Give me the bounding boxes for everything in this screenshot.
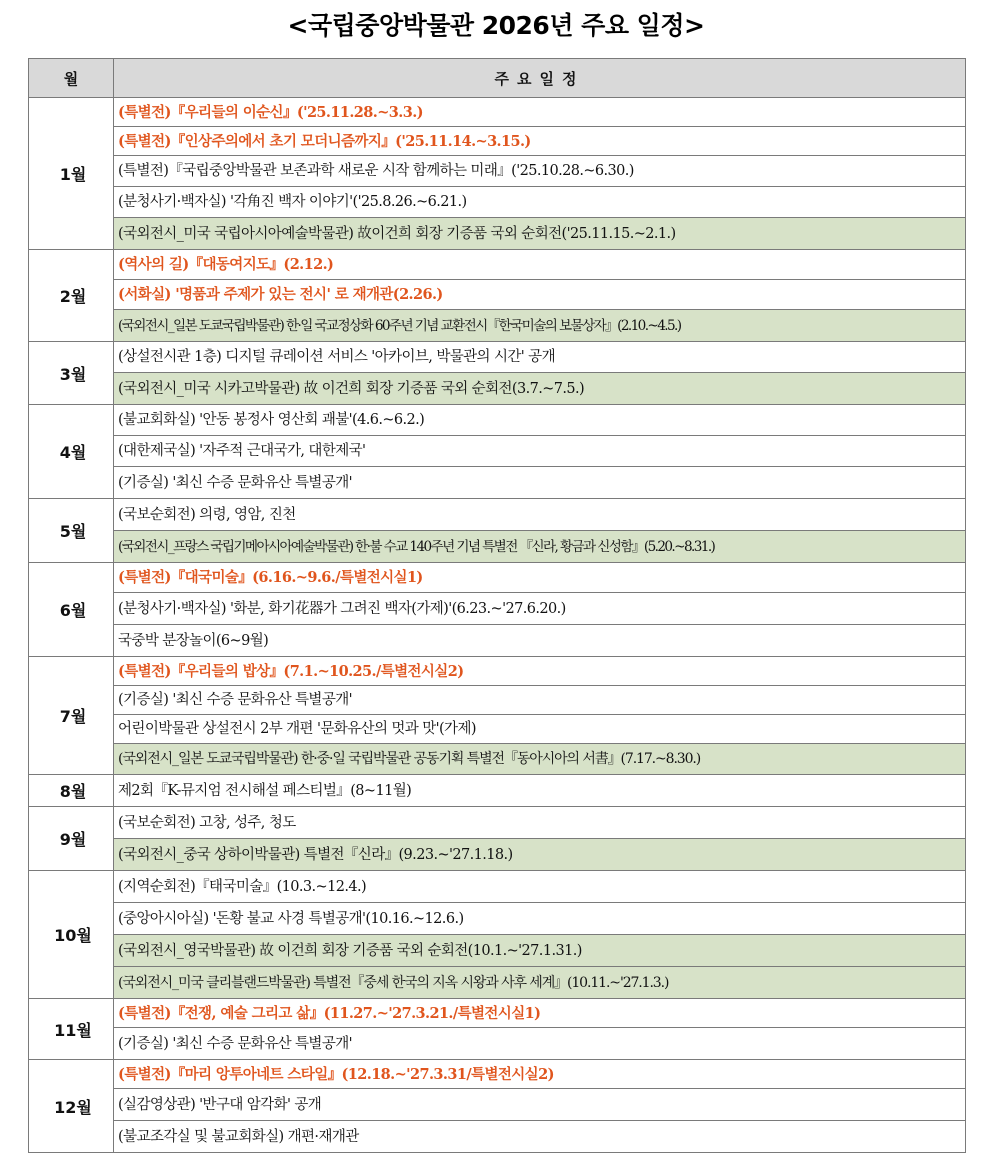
month-cell: 12월 (29, 1060, 114, 1153)
schedule-item: 어린이박물관 상설전시 2부 개편 '문화유산의 멋과 맛'(가제) (114, 715, 966, 744)
schedule-item: (특별전)『국립중앙박물관 보존과학 새로운 시작 함께하는 미래』('25.10.28.~6.30.) (114, 156, 966, 187)
table-row (29, 127, 966, 156)
schedule-item-highlight: (특별전)『우리들의 밥상』(7.1.~10.25./특별전시실2) (114, 657, 966, 686)
month-cell: 10월 (29, 871, 114, 999)
month-cell: 1월 (29, 98, 114, 250)
table-row (29, 871, 966, 903)
schedule-item-overseas: (국외전시_미국 시카고박물관) 故 이건희 회장 기증품 국외 순회전(3.7.~7.5.) (114, 373, 966, 405)
header-schedule: 주요일정 (114, 59, 966, 98)
schedule-item: (실감영상관) '반구대 암각화' 공개 (114, 1089, 966, 1121)
schedule-item-overseas: (국외전시_일본 도쿄국립박물관) 한·중·일 국립박물관 공동기획 특별전『동아시아의 서書』(7.17.~8.30.) (114, 744, 966, 775)
schedule-item: (불교회화실) '안동 봉정사 영산회 괘불'(4.6.~6.2.) (114, 405, 966, 436)
table-row (29, 218, 966, 250)
schedule-item-highlight: (서화실) '명품과 주제가 있는 전시' 로 재개관(2.26.) (114, 280, 966, 310)
table-row (29, 531, 966, 563)
schedule-item: (기증실) '최신 수증 문화유산 특별공개' (114, 1028, 966, 1060)
table-row (29, 1060, 966, 1089)
table-row (29, 250, 966, 280)
table-row (29, 999, 966, 1028)
table-row (29, 467, 966, 499)
table-row (29, 807, 966, 839)
schedule-item: (대한제국실) '자주적 근대국가, 대한제국' (114, 436, 966, 467)
schedule-table (28, 58, 966, 1153)
table-row (29, 593, 966, 625)
month-cell: 4월 (29, 405, 114, 499)
table-row (29, 373, 966, 405)
table-row (29, 935, 966, 967)
schedule-item-overseas: (국외전시_중국 상하이박물관) 특별전『신라』(9.23.~'27.1.18.) (114, 839, 966, 871)
schedule-item-overseas: (국외전시_미국 국립아시아예술박물관) 故이건희 회장 기증품 국외 순회전('25.11.15.~2.1.) (114, 218, 966, 250)
schedule-item-overseas: (국외전시_프랑스 국립기메아시아예술박물관) 한·불 수교 140주년 기념 특별전 『신라, 황금과 신성함』(5.20.~8.31.) (114, 531, 966, 563)
table-row (29, 280, 966, 310)
schedule-item-highlight: (특별전)『인상주의에서 초기 모더니즘까지』('25.11.14.~3.15.) (114, 127, 966, 156)
schedule-item: (중앙아시아실) '돈황 불교 사경 특별공개'(10.16.~12.6.) (114, 903, 966, 935)
schedule-body (29, 98, 966, 1153)
table-row (29, 1089, 966, 1121)
table-row (29, 625, 966, 657)
month-cell: 7월 (29, 657, 114, 775)
schedule-item: (국보순회전) 고창, 성주, 청도 (114, 807, 966, 839)
table-row (29, 499, 966, 531)
month-cell: 8월 (29, 775, 114, 807)
header-month: 월 (29, 59, 114, 98)
table-row (29, 342, 966, 373)
table-row (29, 967, 966, 999)
table-row (29, 405, 966, 436)
schedule-item: (상설전시관 1층) 디지털 큐레이션 서비스 '아카이브, 박물관의 시간' 공개 (114, 342, 966, 373)
schedule-item: (기증실) '최신 수증 문화유산 특별공개' (114, 686, 966, 715)
table-row (29, 563, 966, 593)
table-row (29, 744, 966, 775)
table-row (29, 98, 966, 127)
table-row (29, 156, 966, 187)
schedule-item-highlight: (특별전)『전쟁, 예술 그리고 삶』(11.27.~'27.3.21./특별전시실1) (114, 999, 966, 1028)
table-row (29, 436, 966, 467)
month-cell: 3월 (29, 342, 114, 405)
schedule-item: 국중박 분장놀이(6~9월) (114, 625, 966, 657)
schedule-item: (국보순회전) 의령, 영암, 진천 (114, 499, 966, 531)
table-row (29, 686, 966, 715)
table-row (29, 775, 966, 807)
schedule-item: (분청사기·백자실) '화분, 화기花器가 그려진 백자(가제)'(6.23.~'27.6.20.) (114, 593, 966, 625)
schedule-item-highlight: (역사의 길)『대동여지도』(2.12.) (114, 250, 966, 280)
schedule-item-highlight: (특별전)『마리 앙투아네트 스타일』(12.18.~'27.3.31/특별전시실2) (114, 1060, 966, 1089)
schedule-item: (불교조각실 및 불교회화실) 개편·재개관 (114, 1121, 966, 1153)
table-row (29, 187, 966, 218)
schedule-item-highlight: (특별전)『우리들의 이순신』('25.11.28.~3.3.) (114, 98, 966, 127)
month-cell: 9월 (29, 807, 114, 871)
table-header-row (29, 59, 966, 98)
month-cell: 5월 (29, 499, 114, 563)
table-row (29, 1028, 966, 1060)
schedule-item: (기증실) '최신 수증 문화유산 특별공개' (114, 467, 966, 499)
table-row (29, 310, 966, 342)
page-title: <국립중앙박물관 2026년 주요 일정> (287, 11, 705, 40)
month-cell: 2월 (29, 250, 114, 342)
month-cell: 11월 (29, 999, 114, 1060)
table-row (29, 715, 966, 744)
schedule-item-overseas: (국외전시_미국 클리블랜드박물관) 특별전『중세 한국의 지옥 시왕과 사후 세계』(10.11.~'27.1.3.) (114, 967, 966, 999)
table-row (29, 839, 966, 871)
schedule-item-overseas: (국외전시_영국박물관) 故 이건희 회장 기증품 국외 순회전(10.1.~'27.1.31.) (114, 935, 966, 967)
table-row (29, 903, 966, 935)
schedule-item: 제2회『K-뮤지엄 전시해설 페스티벌』(8~11월) (114, 775, 966, 807)
schedule-item-overseas: (국외전시_일본 도쿄국립박물관) 한·일 국교정상화 60주년 기념 교환전시『한국미술의 보물상자』(2.10.~4.5.) (114, 310, 966, 342)
table-row (29, 1121, 966, 1153)
schedule-item: (지역순회전)『태국미술』(10.3.~12.4.) (114, 871, 966, 903)
table-row (29, 657, 966, 686)
schedule-item-highlight: (특별전)『대국미술』(6.16.~9.6./특별전시실1) (114, 563, 966, 593)
month-cell: 6월 (29, 563, 114, 657)
schedule-item: (분청사기·백자실) '각角진 백자 이야기'('25.8.26.~6.21.) (114, 187, 966, 218)
